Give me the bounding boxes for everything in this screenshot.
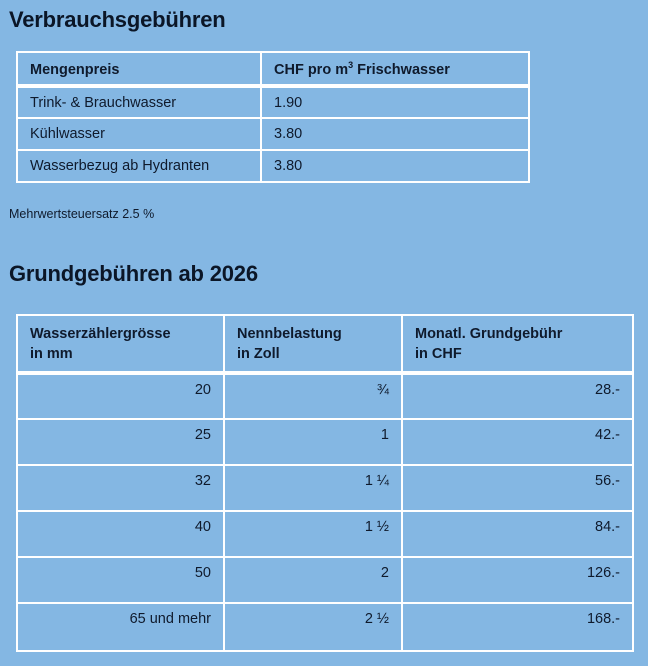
table-row: [17, 373, 633, 419]
base-fees-table: [16, 314, 634, 652]
row-price: 3.80: [261, 150, 529, 182]
cell-load-zoll: 2: [224, 557, 402, 603]
table-header-row: [17, 52, 529, 86]
cell-load-zoll: 1: [224, 419, 402, 465]
header-line: Wasserzählergrösse: [30, 326, 171, 342]
cell-fee-chf: 126.-: [402, 557, 633, 603]
header-monatl-grundgebuehr: [402, 315, 633, 373]
cell-fee-chf: 56.-: [402, 465, 633, 511]
cell-fee-chf: 42.-: [402, 419, 633, 465]
cell-load-zoll: 1 ¼: [224, 465, 402, 511]
table-header-row: [17, 315, 633, 373]
header-nennbelastung: [224, 315, 402, 373]
cell-fee-chf: 84.-: [402, 511, 633, 557]
header-line: in CHF: [415, 346, 462, 362]
header-mengenpreis: Mengenpreis: [17, 52, 261, 86]
consumption-fees-table: [16, 51, 530, 183]
table-row: [17, 419, 633, 465]
row-price: 1.90: [261, 86, 529, 118]
cell-fee-chf: 28.-: [402, 373, 633, 419]
header-line: Nennbelastung: [237, 326, 342, 342]
cell-load-zoll: 2 ½: [224, 603, 402, 651]
table-row: [17, 465, 633, 511]
cell-size-mm: 25: [17, 419, 224, 465]
cell-fee-chf: 168.-: [402, 603, 633, 651]
table-row: [17, 557, 633, 603]
vat-note: Mehrwertsteuersatz 2.5 %: [9, 207, 155, 221]
cell-load-zoll: ¾: [224, 373, 402, 419]
table-row: [17, 150, 529, 182]
row-price: 3.80: [261, 118, 529, 150]
header-line: in mm: [30, 346, 73, 362]
header-chf-suffix: Frischwasser: [353, 62, 450, 78]
header-line: Monatl. Grundgebühr: [415, 326, 563, 342]
header-line: in Zoll: [237, 346, 280, 362]
table-row: [17, 86, 529, 118]
section-title-verbrauchsgebuehren: Verbrauchsgebühren: [9, 7, 226, 32]
header-chf-superscript: 3: [348, 60, 354, 70]
row-label: Wasserbezug ab Hydranten: [17, 150, 261, 182]
row-label: Trink- & Brauchwasser: [17, 86, 261, 118]
table-row: [17, 603, 633, 651]
row-label: Kühlwasser: [17, 118, 261, 150]
header-wasserzaehlergroesse: [17, 315, 224, 373]
cell-size-mm: 40: [17, 511, 224, 557]
cell-size-mm: 32: [17, 465, 224, 511]
header-chf-pro-m3: [261, 52, 529, 86]
section-title-grundgebuehren: Grundgebühren ab 2026: [9, 261, 258, 286]
table-row: [17, 118, 529, 150]
cell-load-zoll: 1 ½: [224, 511, 402, 557]
table-row: [17, 511, 633, 557]
cell-size-mm: 50: [17, 557, 224, 603]
header-chf-prefix: CHF pro m: [274, 62, 349, 78]
cell-size-mm: 20: [17, 373, 224, 419]
cell-size-mm: 65 und mehr: [17, 603, 224, 651]
